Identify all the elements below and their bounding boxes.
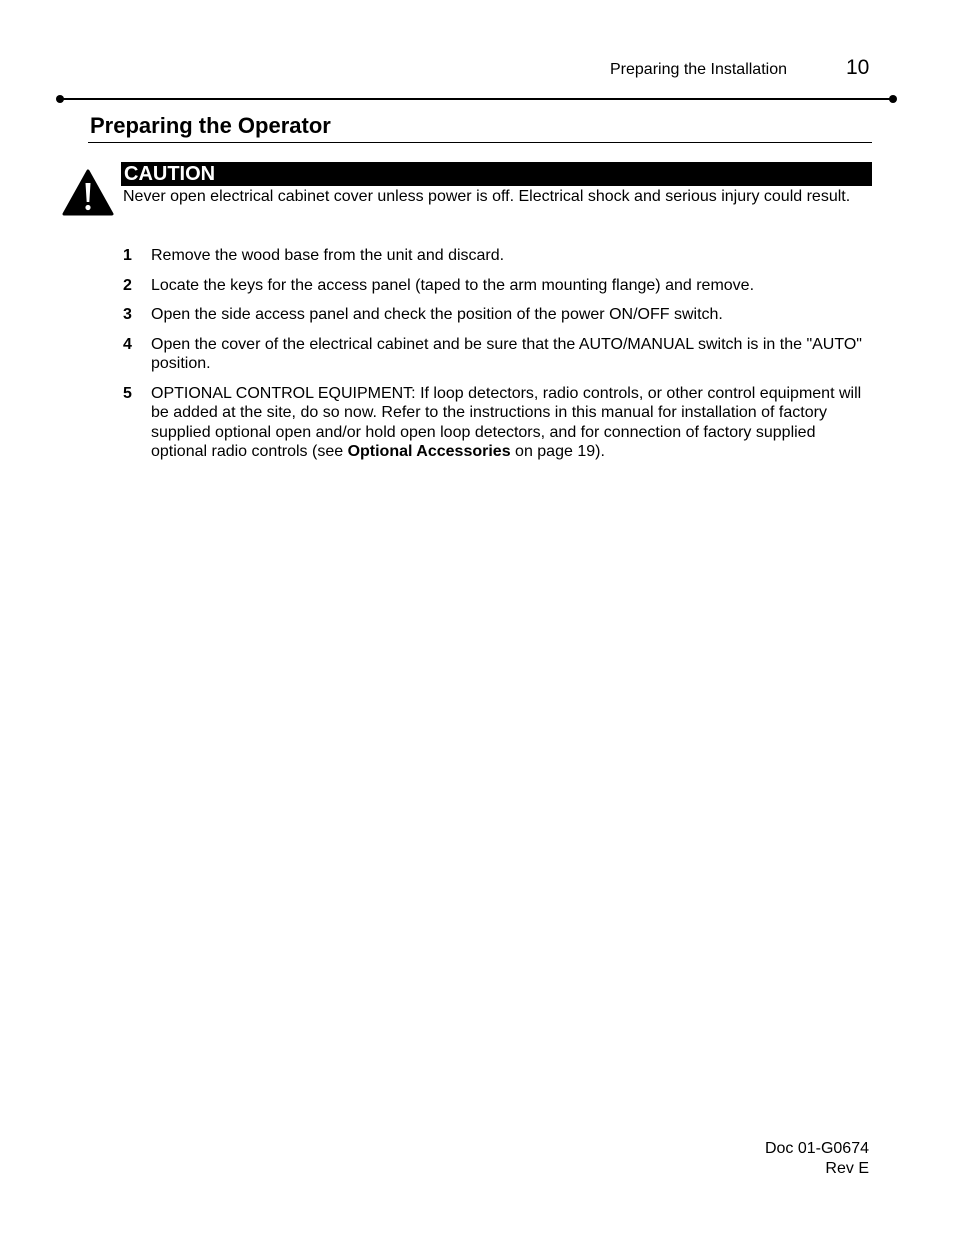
step-list bbox=[123, 246, 868, 472]
step-text-before: OPTIONAL CONTROL EQUIPMENT: If loop detectors, radio controls, or other control equipment will be added at the site, do so now. Refer to the instructions in this manual for installation of factory supplied optional open and/or hold open loop detectors, and for connection of factory supplied optional radio controls (see bbox=[151, 384, 862, 460]
header-rule bbox=[60, 98, 894, 100]
step-number: 2 bbox=[123, 276, 132, 294]
step-text bbox=[151, 384, 868, 462]
title-rule bbox=[88, 142, 872, 143]
optional-accessories-reference: Optional Accessories bbox=[347, 443, 511, 460]
step-text: Open the cover of the electrical cabinet and be sure that the AUTO/MANUAL switch is in the "AUTO" position. bbox=[151, 335, 862, 372]
doc-number: Doc 01-G0674 bbox=[764, 1140, 869, 1157]
caution-banner bbox=[121, 162, 872, 186]
step-text: Locate the keys for the access panel (taped to the arm mounting flange) and remove. bbox=[151, 276, 755, 294]
step-number: 4 bbox=[123, 335, 132, 353]
rule-dot-left bbox=[56, 95, 64, 103]
step-text-after: on page 19). bbox=[510, 443, 605, 460]
step-text: Remove the wood base from the unit and discard. bbox=[151, 247, 505, 264]
list-item bbox=[123, 335, 868, 374]
step-number: 1 bbox=[123, 247, 132, 264]
step-text: Open the side access panel and check the position of the power ON/OFF switch. bbox=[151, 306, 723, 323]
list-item bbox=[123, 276, 868, 296]
list-item bbox=[123, 246, 868, 266]
section-title: Preparing the Operator bbox=[90, 113, 331, 138]
step-number: 5 bbox=[123, 384, 132, 402]
caution-label: CAUTION bbox=[124, 163, 216, 185]
page-number: 10 bbox=[846, 56, 870, 79]
rule-dot-right bbox=[889, 95, 897, 103]
caution-text: Never open electrical cabinet cover unless power is off. Electrical shock and serious injury could result. bbox=[123, 188, 851, 205]
step-number: 3 bbox=[123, 306, 132, 323]
list-item bbox=[123, 384, 868, 462]
revision: Rev E bbox=[825, 1160, 869, 1177]
warning-triangle-icon bbox=[62, 169, 114, 216]
header-section-title: Preparing the Installation bbox=[610, 61, 787, 78]
list-item bbox=[123, 305, 868, 325]
page-footer bbox=[765, 1139, 869, 1179]
